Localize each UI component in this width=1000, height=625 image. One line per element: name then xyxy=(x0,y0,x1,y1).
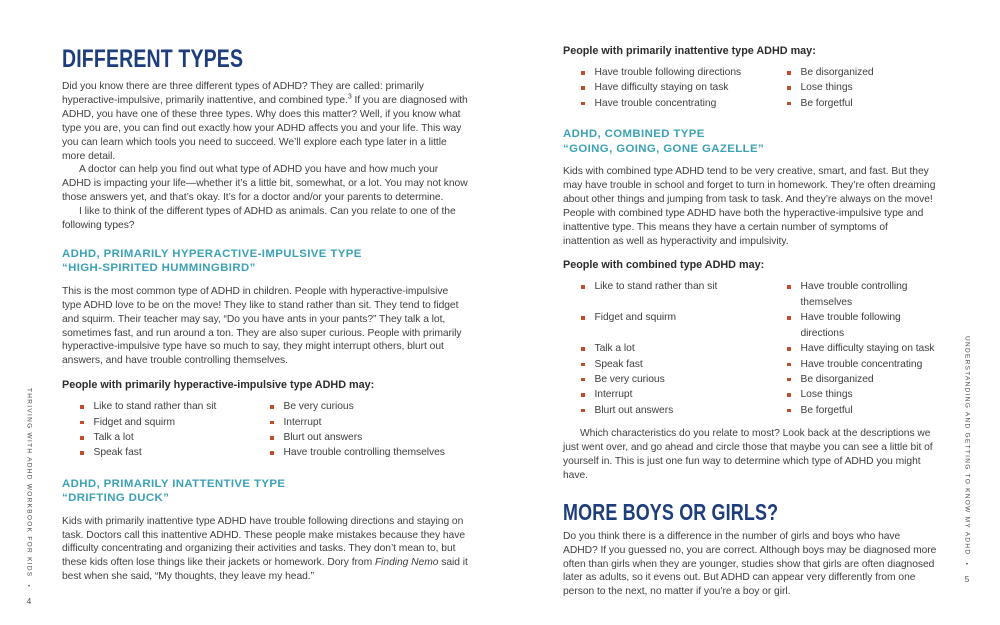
bullet-icon xyxy=(787,347,791,351)
list-item-label: Lose things xyxy=(800,389,853,401)
list-item-label: Fidget and squirm xyxy=(93,416,176,428)
list-item xyxy=(581,387,787,402)
left-page-title-text: DIFFERENT TYPES xyxy=(62,45,244,73)
list-item-label: Interrupt xyxy=(594,389,633,401)
bullet-icon xyxy=(270,421,274,425)
intro-paragraph-1-text: Did you know there are three different types of ADHD? They are called: primarily hyperactive-impulsive, primarily inattentive, and combined type. xyxy=(62,81,424,106)
hyperactive-paragraph: This is the most common type of ADHD in children. People with hyperactive-impulsive type ADHD love to be on the move! They like to stand rather than sit. They tend to fidget and squirm. Their teacher may say, “Do you have ants in your pants?” They talk a lot, sometimes fast, and run around a ton. They are also super curious. People with primarily hyperactive-impulsive type have so much to say, they might interrupt others, blurt out answers, and have trouble controlling themselves. xyxy=(62,285,462,367)
combined-paragraph: Kids with combined type ADHD tend to be very creative, smart, and fast. But they may have trouble in school and forget to turn in homework. They’re often dreaming about other things and jumping from task to task. And they’re always on the move! People with combined type ADHD have both the hyperactive-impulsive type and inattentive type. This means they have a certain number of symptoms of inattention as well as hyperactivity and impulsivity. xyxy=(563,166,936,247)
hyperactive-heading-line2: “HIGH-SPIRITED HUMMINGBIRD” xyxy=(62,262,256,275)
inattentive-paragraph-continued: said it best when she said, “My thoughts, they leave my head.” xyxy=(62,557,468,583)
footnote-marker: 3 xyxy=(347,93,352,101)
list-item xyxy=(787,310,937,341)
bullet-icon xyxy=(787,86,791,90)
chapter-title-vertical-text: UNDERSTANDING AND GETTING TO KNOW MY ADHD xyxy=(963,336,971,556)
bullet-icon xyxy=(80,421,84,425)
bullet-icon xyxy=(787,409,791,413)
bullet-icon xyxy=(787,71,791,75)
list-item xyxy=(787,341,937,356)
hyperactive-bullet-list xyxy=(62,399,469,461)
list-item-label: Have trouble controlling themselves xyxy=(283,447,445,459)
boys-girls-title xyxy=(563,495,937,526)
inattentive-bullet-list xyxy=(563,65,937,111)
list-item xyxy=(787,372,937,387)
list-item xyxy=(270,430,469,445)
inattentive-heading-line1: ADHD, PRIMARILY INATTENTIVE TYPE xyxy=(62,477,286,490)
list-item-label: Have trouble controlling themselves xyxy=(800,281,908,308)
bullet-icon xyxy=(581,285,585,289)
list-item-label: Lose things xyxy=(800,82,853,94)
bullet-icon xyxy=(787,316,791,320)
combined-bullet-list xyxy=(563,279,937,418)
bullet-icon xyxy=(80,436,84,440)
list-item xyxy=(581,310,787,341)
inattentive-list-intro: People with primarily inattentive type ADHD may: xyxy=(563,45,816,57)
boys-girls-title-text: MORE BOYS OR GIRLS? xyxy=(563,498,779,525)
right-page xyxy=(563,44,937,599)
bullet-icon xyxy=(581,316,585,320)
bullet-icon xyxy=(80,405,84,409)
list-item xyxy=(787,80,937,95)
list-item xyxy=(787,403,937,418)
separator-dot: • xyxy=(965,562,969,569)
left-page xyxy=(62,42,469,584)
list-item xyxy=(581,65,787,80)
list-item xyxy=(787,357,937,372)
combined-section-heading xyxy=(563,127,937,156)
list-item xyxy=(80,399,270,414)
inattentive-heading-line2: “DRIFTING DUCK” xyxy=(62,492,170,505)
bullet-icon xyxy=(581,86,585,90)
list-item-label: Have difficulty staying on task xyxy=(594,82,729,94)
bullet-icon xyxy=(787,102,791,106)
inattentive-paragraph-text: Kids with primarily inattentive type ADHD have trouble following directions and staying on task. Doctors call this inattentive ADHD. These people make mistakes because they have difficulty concentrating and organizing their activities and tasks. They don’t mean to, but these kids often lose things like their jackets or homework. Dory from xyxy=(62,515,466,569)
list-item-label: Blurt out answers xyxy=(283,432,363,444)
list-item-label: Be forgetful xyxy=(800,97,853,109)
list-item xyxy=(80,430,270,445)
list-item xyxy=(581,403,787,418)
list-item xyxy=(581,96,787,111)
hyperactive-section-heading xyxy=(62,247,469,276)
list-item-label: Be very curious xyxy=(594,373,665,385)
bullet-icon xyxy=(581,393,585,397)
bullet-icon xyxy=(787,285,791,289)
intro-paragraph-3: I like to think of the different types of ADHD as animals. Can you relate to one of the following types? xyxy=(62,206,456,232)
list-item xyxy=(270,399,469,414)
inattentive-paragraph xyxy=(62,515,469,585)
intro-paragraph-1-continued: If you are diagnosed with ADHD, you have one of these three types. Why does this matter? Well, if you know what type you are, you can find out exactly how your ADHD affects you and your life. This way you can learn which tools you need to succeed. We’ll explore each type later in a little more detail. xyxy=(62,94,468,162)
combined-list-intro: People with combined type ADHD may: xyxy=(563,259,765,272)
list-item xyxy=(581,341,787,356)
list-item-label: Have difficulty staying on task xyxy=(800,343,935,355)
list-item-label: Talk a lot xyxy=(594,343,635,355)
combined-heading-line2: “GOING, GOING, GONE GAZELLE” xyxy=(563,142,765,155)
bullet-icon xyxy=(270,405,274,409)
left-running-footer xyxy=(21,388,37,606)
list-item-label: Be disorganized xyxy=(800,67,874,78)
list-item xyxy=(581,357,787,372)
list-item xyxy=(80,445,270,460)
list-item-label: Be very curious xyxy=(283,401,354,413)
movie-title-italic: Finding Nemo xyxy=(374,557,439,569)
intro-paragraph-1 xyxy=(62,80,469,163)
list-item-label: Talk a lot xyxy=(93,432,134,444)
hyperactive-list-intro: People with primarily hyperactive-impulsive type ADHD may: xyxy=(62,379,375,392)
list-item xyxy=(787,96,937,111)
list-item xyxy=(80,415,270,430)
inattentive-section-heading xyxy=(62,477,469,506)
list-item-label: Like to stand rather than sit xyxy=(594,281,718,293)
list-item xyxy=(581,80,787,95)
bullet-icon xyxy=(80,451,84,455)
list-item-label: Blurt out answers xyxy=(594,404,674,416)
boys-girls-paragraph: Do you think there is a difference in the number of girls and boys who have ADHD? If you guessed no, you are correct. Although boys may be diagnosed more often than girls when they are younger, studies show that girls are often diagnosed later as adults, so it evens out. But ADHD can appear very differently from one person to the next, no matter if you’re a boy or girl. xyxy=(563,530,937,598)
bullet-icon xyxy=(787,363,791,367)
list-item-label: Be disorganized xyxy=(800,373,874,385)
list-item-label: Like to stand rather than sit xyxy=(93,401,217,413)
separator-dot: • xyxy=(27,584,31,591)
list-item xyxy=(270,445,469,460)
left-page-number: 4 xyxy=(26,597,32,607)
bullet-icon xyxy=(581,102,585,106)
list-item xyxy=(581,279,787,310)
list-item-label: Have trouble following directions xyxy=(800,312,901,339)
intro-paragraph-2: A doctor can help you find out what type of ADHD you have and how much your ADHD is impacting your life—whether it’s a little bit, somewhat, or a lot. You may not know those answers yet, and that’s okay. It’s for a doctor and/or your parents to determine. xyxy=(62,164,468,204)
list-item-label: Fidget and squirm xyxy=(594,312,677,324)
list-item xyxy=(787,65,937,80)
bullet-icon xyxy=(787,393,791,397)
circle-characteristics-paragraph: Which characteristics do you relate to most? Look back at the descriptions we just went over, and go ahead and circle those that maybe you can see a little bit of yourself in. This is just one fun way to determine which type of ADHD you might have. xyxy=(563,428,933,481)
list-item-label: Have trouble concentrating xyxy=(594,97,717,109)
book-title-vertical-text: THRIVING WITH ADHD WORKBOOK FOR KIDS xyxy=(25,388,33,578)
list-item-label: Speak fast xyxy=(93,447,142,459)
list-item-label: Interrupt xyxy=(283,416,322,428)
list-item-label: Be forgetful xyxy=(800,404,853,416)
list-item xyxy=(787,387,937,402)
hyperactive-heading-line1: ADHD, PRIMARILY HYPERACTIVE-IMPULSIVE TYPE xyxy=(62,247,362,260)
bullet-icon xyxy=(270,436,274,440)
combined-heading-line1: ADHD, COMBINED TYPE xyxy=(563,128,705,141)
bullet-icon xyxy=(581,71,585,75)
list-item-label: Speak fast xyxy=(594,358,643,370)
left-page-title xyxy=(62,42,469,73)
list-item-label: Have trouble concentrating xyxy=(800,358,923,370)
bullet-icon xyxy=(787,378,791,382)
list-item xyxy=(581,372,787,387)
list-item-label: Have trouble following directions xyxy=(594,67,742,78)
bullet-icon xyxy=(581,363,585,367)
right-running-footer xyxy=(959,336,975,584)
bullet-icon xyxy=(270,451,274,455)
list-item xyxy=(787,279,937,310)
bullet-icon xyxy=(581,409,585,413)
right-page-number: 5 xyxy=(964,575,970,585)
bullet-icon xyxy=(581,347,585,351)
list-item xyxy=(270,415,469,430)
bullet-icon xyxy=(581,378,585,382)
